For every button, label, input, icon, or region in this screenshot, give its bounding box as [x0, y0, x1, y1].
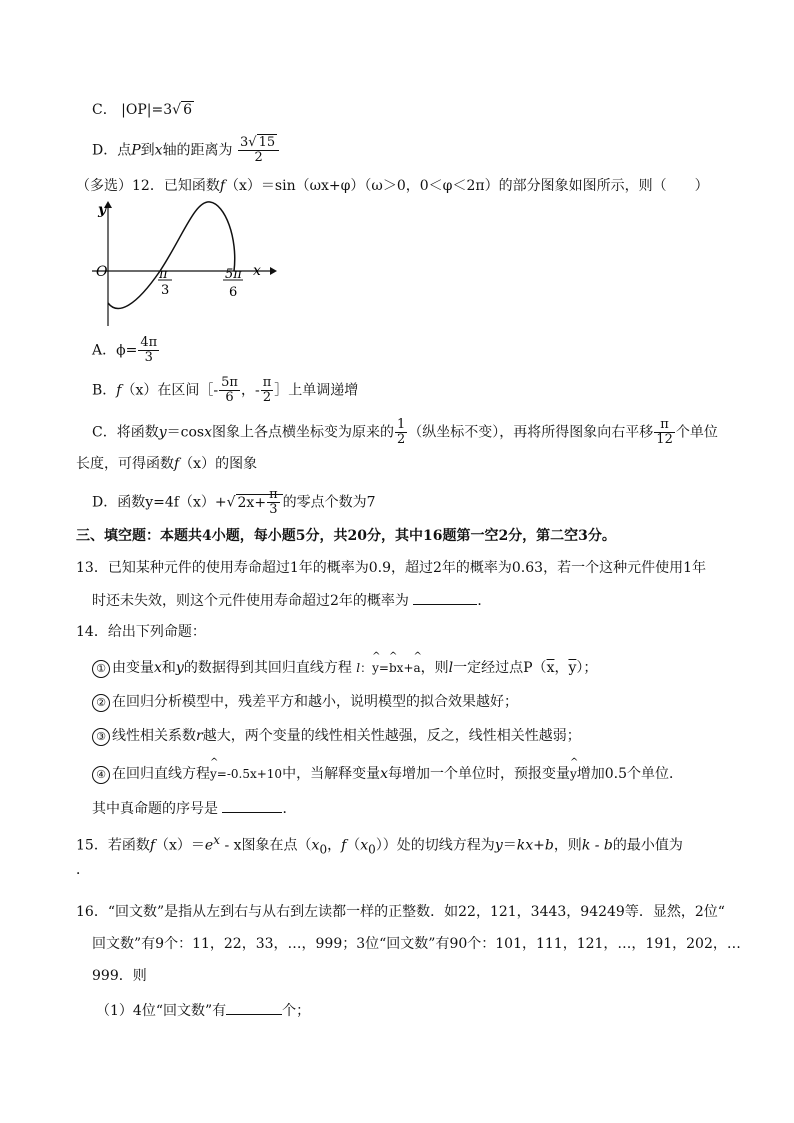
sine-graph: [88, 198, 278, 330]
q16-answer-blank[interactable]: [226, 1000, 282, 1015]
sine-curve: [108, 202, 238, 309]
q13-line2: 时还未失效，则这个元件使用寿命超过2年的概率为 ．: [92, 590, 491, 611]
q14-item-2: ② 在回归分析模型中，残差平方和越小，说明模型的拟合效果越好；: [92, 692, 518, 712]
q14-answer: 其中真命题的序号是 ．: [92, 798, 296, 819]
q15-line1: 15．若函数$f(x)=e^x - x$图象在点（$x_0$，$f(x_0)$）处的切线方程为y＝kx+b，则k - b的最小值为: [76, 833, 683, 857]
q14-answer-blank[interactable]: [222, 798, 282, 813]
q16-line1: 16．“回文数”是指从左到右与从右到左读都一样的正整数．如22，121，3443，94249等．显然，2位“: [76, 904, 725, 920]
section-heading: 三、填空题：本题共4小题，每小题5分，共20分，其中16题第一空2分，第二空3分。: [76, 528, 616, 544]
q15-line2: ．: [76, 862, 90, 878]
q16-line2: 回文数”有9个：11，22，33，…，999；3位“回文数”有90个：101，111，121，…，191，202，…: [92, 936, 741, 952]
q12-option-d: D．函数y=4f（x）+√ 2x+ $\frac{\pi}{3}$ 的零点个数为7: [92, 487, 376, 517]
y-axis-label: y: [98, 202, 107, 218]
q12-option-c-line2: 长度，可得函数f（x）的图象: [76, 456, 258, 472]
q14-item-4: ④ 在回归直线方程^ y=-0.5x+10中，当解释变量x每增加一个单位时，预报变量^ y增加0.5个单位．: [92, 764, 683, 784]
q14-item-1: ① 由变量x和y的数据得到其回归直线方程 l：^ y=^ bx+^ a，则l一定经过点$P(\overline{x}$，$\overline{y}$）；: [92, 658, 597, 678]
tick-5pi-6-num: 5π: [225, 267, 242, 282]
q12-option-a: A．ϕ= $\frac{4\pi}{3}$: [92, 335, 158, 365]
q13-line1: 13．已知某种元件的使用寿命超过1年的概率为0.9，超过2年的概率为0.63，若一个这种元件使用1年: [76, 560, 706, 576]
q11-option-c: C． |OP|=3√ 6: [92, 102, 192, 118]
q13-answer-blank[interactable]: [413, 590, 477, 605]
origin-label: O: [96, 264, 108, 280]
q16-line4: （1）4位“回文数”有 个；: [96, 1000, 310, 1021]
q14-item-3: ③ 线性相关系数r越大，两个变量的线性相关性越强，反之，线性相关性越弱；: [92, 726, 581, 746]
x-axis-arrow: [270, 267, 277, 275]
q12-stem: （多选）12．已知函数f（x）＝sin（ωx+φ）（ω＞0，0＜φ＜2π）的部分图象如图所示，则（ ）: [76, 178, 709, 194]
regression-equation-2: ^ y=-0.5x+10: [210, 767, 282, 781]
q16-line3: 999．则: [92, 968, 147, 984]
tick-pi-3-den: 3: [161, 283, 170, 298]
regression-equation-1: l：^ y=^ bx+^ a: [356, 661, 420, 675]
tick-pi-3-num: π: [159, 267, 168, 282]
q12-option-b: B．f（x）在区间［- $\frac{5\pi}{6}$ ，- $\frac{\pi}{2}$ ］上单调递增: [92, 375, 359, 405]
q12-option-c: C．将函数y＝cosx图象上各点横坐标变为原来的 $\frac{1}{2}$ （纵坐标不变），再将所得图象向右平移 $\frac{\pi}{12}$ 个单位: [92, 417, 718, 447]
tick-5pi-6-den: 6: [229, 285, 238, 300]
distance-fraction: $\frac{3√ 15}{2}$: [238, 136, 279, 165]
x-axis-label: x: [253, 263, 261, 279]
q14-stem: 14．给出下列命题：: [76, 624, 206, 640]
q11-option-d: D．点P到x轴的距离为 $\frac{3√ 15}{2}$: [92, 136, 280, 165]
